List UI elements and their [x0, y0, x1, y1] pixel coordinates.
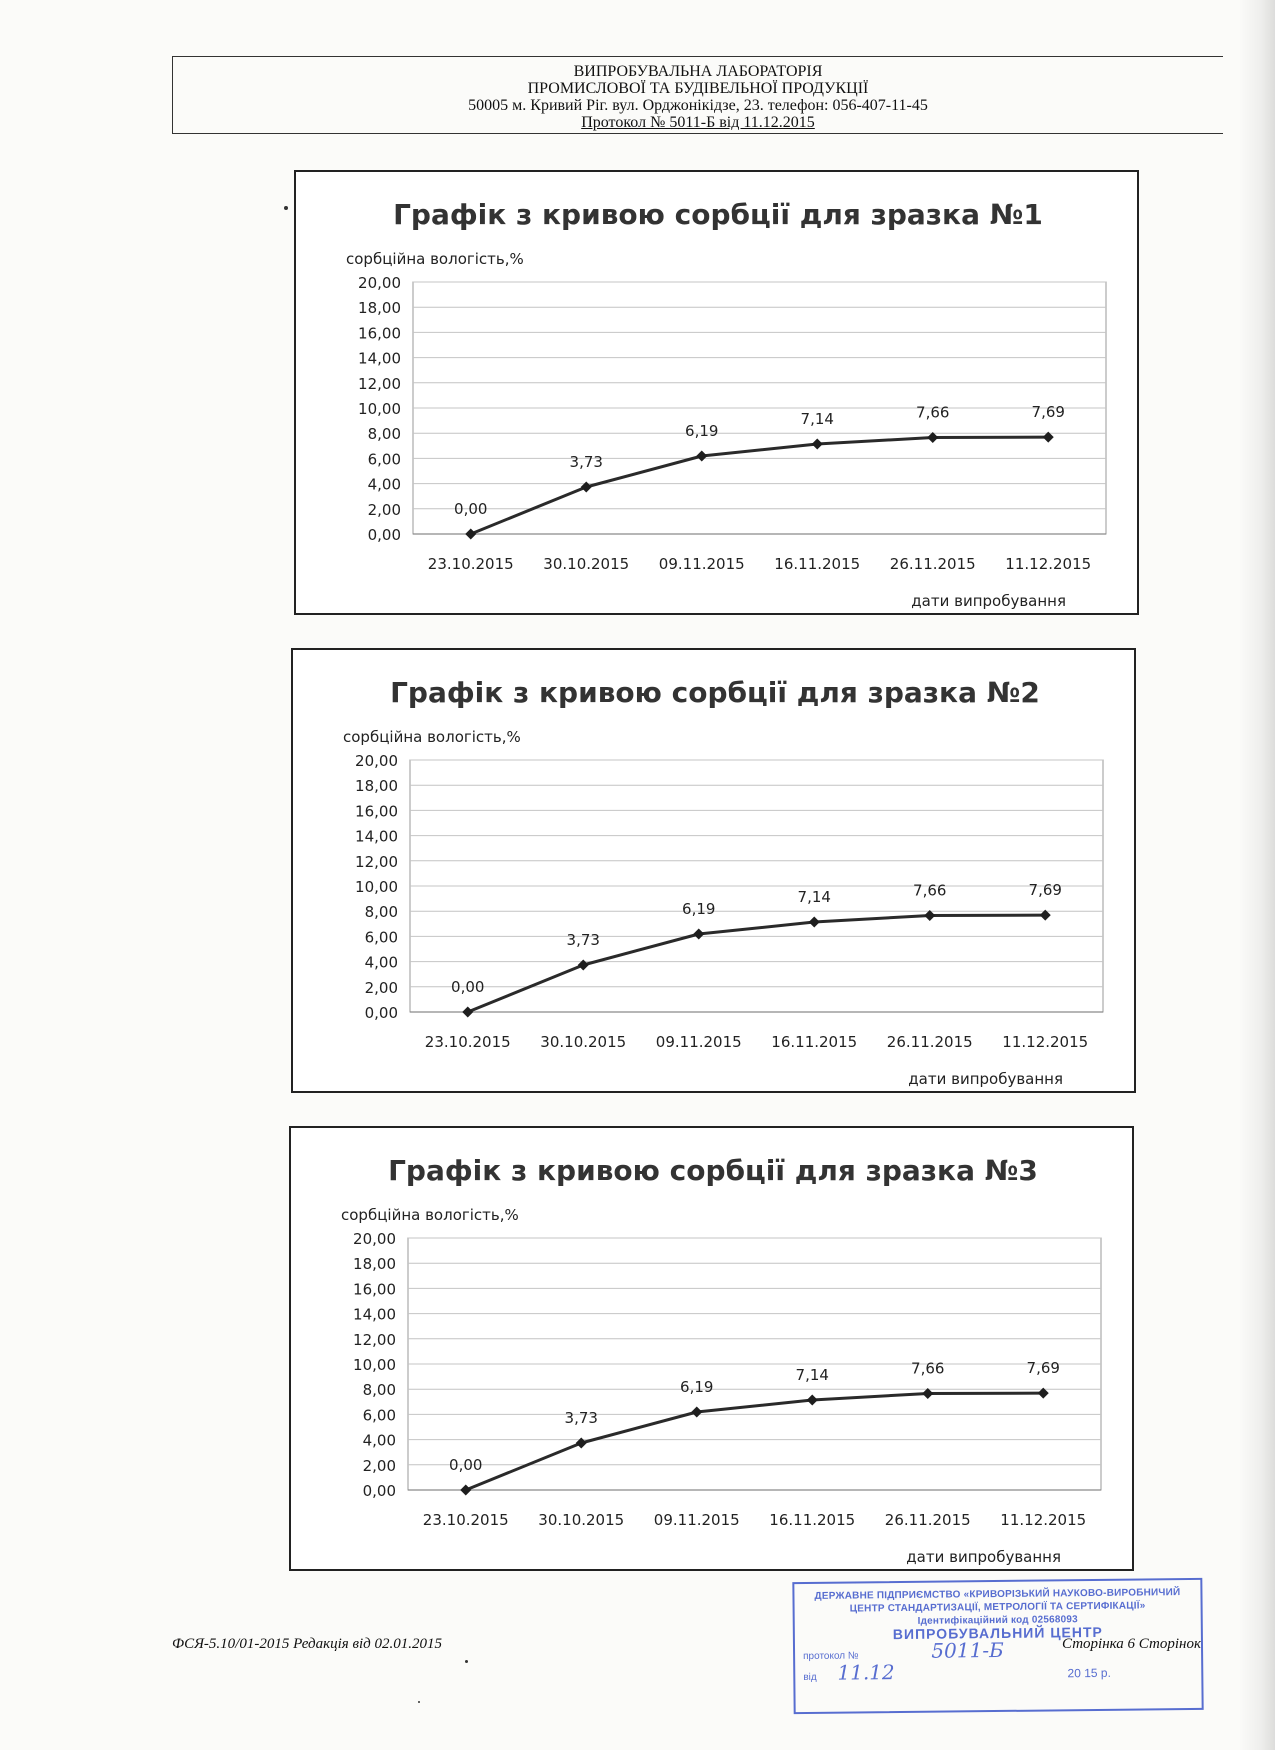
- x-tick-label: 26.11.2015: [889, 555, 976, 573]
- chart-2-svg: [293, 650, 1138, 1095]
- chart-title: Графік з кривою сорбції для зразка №1: [393, 198, 1043, 231]
- y-axis-label: сорбційна вологість,%: [346, 250, 524, 268]
- stamp-date-handwritten: 11.12: [837, 1660, 895, 1685]
- form-revision: ФСЯ-5.10/01-2015 Редакція від 02.01.2015: [172, 1636, 442, 1652]
- x-tick-label: 09.11.2015: [653, 1511, 740, 1529]
- chart-3-svg: [291, 1128, 1136, 1573]
- data-label: 0,00: [454, 500, 488, 518]
- y-tick-label: 18,00: [355, 777, 398, 796]
- data-label: 7,69: [1028, 881, 1062, 900]
- y-tick-label: 20,00: [358, 274, 401, 292]
- y-tick-label: 8,00: [367, 425, 401, 444]
- stamp-protocol-label: протокол №: [803, 1650, 859, 1663]
- y-axis-label: сорбційна вологість,%: [343, 728, 521, 746]
- x-tick-label: 11.12.2015: [1002, 1033, 1089, 1051]
- y-tick-label: 16,00: [358, 324, 401, 343]
- y-tick-label: 6,00: [367, 450, 401, 469]
- y-tick-label: 10,00: [353, 1356, 396, 1374]
- sorption-chart-2: [291, 648, 1136, 1093]
- protocol-header: [172, 56, 1223, 134]
- x-tick-label: 11.12.2015: [1000, 1511, 1087, 1529]
- x-tick-label: 11.12.2015: [1005, 555, 1092, 573]
- data-label: 3,73: [564, 1409, 598, 1428]
- x-tick-label: 23.10.2015: [427, 555, 514, 573]
- stamp-date-label: від: [803, 1671, 817, 1684]
- chart-title: Графік з кривою сорбції для зразка №3: [388, 1154, 1038, 1187]
- data-label: 0,00: [449, 1456, 483, 1474]
- data-label: 7,69: [1031, 403, 1065, 422]
- stamp-title: ВИПРОБУВАЛЬНИЙ ЦЕНТР: [892, 1623, 1103, 1643]
- y-tick-label: 20,00: [355, 752, 398, 770]
- y-tick-label: 10,00: [355, 878, 398, 896]
- stamp-center-line: ЦЕНТР СТАНДАРТИЗАЦІЇ, МЕТРОЛОГІЇ ТА СЕРТИФІКАЦІЇ»: [849, 1600, 1146, 1615]
- data-label: 3,73: [569, 453, 603, 472]
- y-tick-label: 12,00: [355, 852, 398, 871]
- page-number: Сторінка 6 Сторінок: [1062, 1636, 1201, 1652]
- lab-address: 50005 м. Кривий Ріг. вул. Орджонікідзе, 23. телефон: 056-407-11-45: [468, 97, 928, 114]
- x-tick-label: 23.10.2015: [422, 1511, 509, 1529]
- sorption-chart-3: [289, 1126, 1134, 1571]
- y-tick-label: 2,00: [362, 1456, 396, 1475]
- x-tick-label: 09.11.2015: [655, 1033, 742, 1051]
- x-tick-label: 09.11.2015: [658, 555, 745, 573]
- y-tick-label: 8,00: [362, 1381, 396, 1400]
- y-tick-label: 6,00: [362, 1406, 396, 1425]
- scan-speck: [418, 1701, 420, 1703]
- lab-name: ВИПРОБУВАЛЬНА ЛАБОРАТОРІЯ: [573, 63, 823, 80]
- page-edge-shadow: [1239, 0, 1275, 1750]
- y-tick-label: 12,00: [358, 374, 401, 393]
- y-tick-label: 20,00: [353, 1230, 396, 1248]
- scan-speck: [284, 206, 288, 210]
- official-stamp: [792, 1578, 1203, 1714]
- x-tick-label: 16.11.2015: [774, 555, 861, 573]
- x-tick-label: 26.11.2015: [886, 1033, 973, 1051]
- stamp-org-line: ДЕРЖАВНЕ ПІДПРИЄМСТВО «КРИВОРІЗЬКИЙ НАУКОВО-ВИРОБНИЧИЙ: [814, 1587, 1181, 1602]
- y-tick-label: 0,00: [362, 1482, 396, 1500]
- y-tick-label: 12,00: [353, 1330, 396, 1349]
- x-tick-label: 16.11.2015: [771, 1033, 858, 1051]
- lab-department: ПРОМИСЛОВОЇ ТА БУДІВЕЛЬНОЇ ПРОДУКЦІЇ: [527, 80, 869, 97]
- data-label: 6,19: [682, 900, 716, 919]
- y-tick-label: 16,00: [355, 802, 398, 821]
- x-tick-label: 30.10.2015: [543, 555, 630, 573]
- chart-1-svg: [296, 172, 1141, 617]
- y-tick-label: 14,00: [353, 1305, 396, 1324]
- data-label: 7,66: [913, 881, 947, 900]
- stamp-protocol-handwritten: 5011-Б: [931, 1637, 1004, 1663]
- x-axis-label: дати випробування: [906, 1548, 1061, 1566]
- y-tick-label: 4,00: [364, 953, 398, 972]
- stamp-year: 20 15 р.: [1067, 1665, 1111, 1681]
- data-label: 7,66: [911, 1359, 945, 1378]
- x-tick-label: 16.11.2015: [769, 1511, 856, 1529]
- data-label: 0,00: [451, 978, 485, 996]
- x-axis-label: дати випробування: [911, 592, 1066, 610]
- y-tick-label: 2,00: [367, 500, 401, 519]
- x-tick-label: 26.11.2015: [884, 1511, 971, 1529]
- stamp-code-line: Ідентифікаційний код 02568093: [917, 1614, 1078, 1627]
- protocol-number: Протокол № 5011-Б від 11.12.2015: [581, 114, 815, 131]
- x-tick-label: 30.10.2015: [538, 1511, 625, 1529]
- data-label: 7,14: [795, 1366, 829, 1385]
- sorption-chart-1: [294, 170, 1139, 615]
- y-tick-label: 14,00: [358, 349, 401, 368]
- data-label: 6,19: [680, 1378, 714, 1397]
- y-tick-label: 4,00: [367, 475, 401, 494]
- data-label: 7,14: [797, 888, 831, 907]
- y-tick-label: 4,00: [362, 1431, 396, 1450]
- data-label: 7,14: [800, 410, 834, 429]
- chart-title: Графік з кривою сорбції для зразка №2: [390, 676, 1040, 709]
- scan-speck: [465, 1660, 468, 1663]
- y-tick-label: 18,00: [353, 1255, 396, 1274]
- y-tick-label: 18,00: [358, 299, 401, 318]
- x-axis-label: дати випробування: [908, 1070, 1063, 1088]
- x-tick-label: 30.10.2015: [540, 1033, 627, 1051]
- y-tick-label: 16,00: [353, 1280, 396, 1299]
- stamp-date-row: [803, 1660, 1193, 1685]
- y-tick-label: 0,00: [367, 526, 401, 544]
- y-tick-label: 6,00: [364, 928, 398, 947]
- x-tick-label: 23.10.2015: [424, 1033, 511, 1051]
- y-axis-label: сорбційна вологість,%: [341, 1206, 519, 1224]
- data-label: 7,69: [1026, 1359, 1060, 1378]
- y-tick-label: 0,00: [364, 1004, 398, 1022]
- data-label: 3,73: [566, 931, 600, 950]
- data-label: 7,66: [916, 403, 950, 422]
- y-tick-label: 10,00: [358, 400, 401, 418]
- data-label: 6,19: [685, 422, 719, 441]
- y-tick-label: 2,00: [364, 978, 398, 997]
- y-tick-label: 8,00: [364, 903, 398, 922]
- y-tick-label: 14,00: [355, 827, 398, 846]
